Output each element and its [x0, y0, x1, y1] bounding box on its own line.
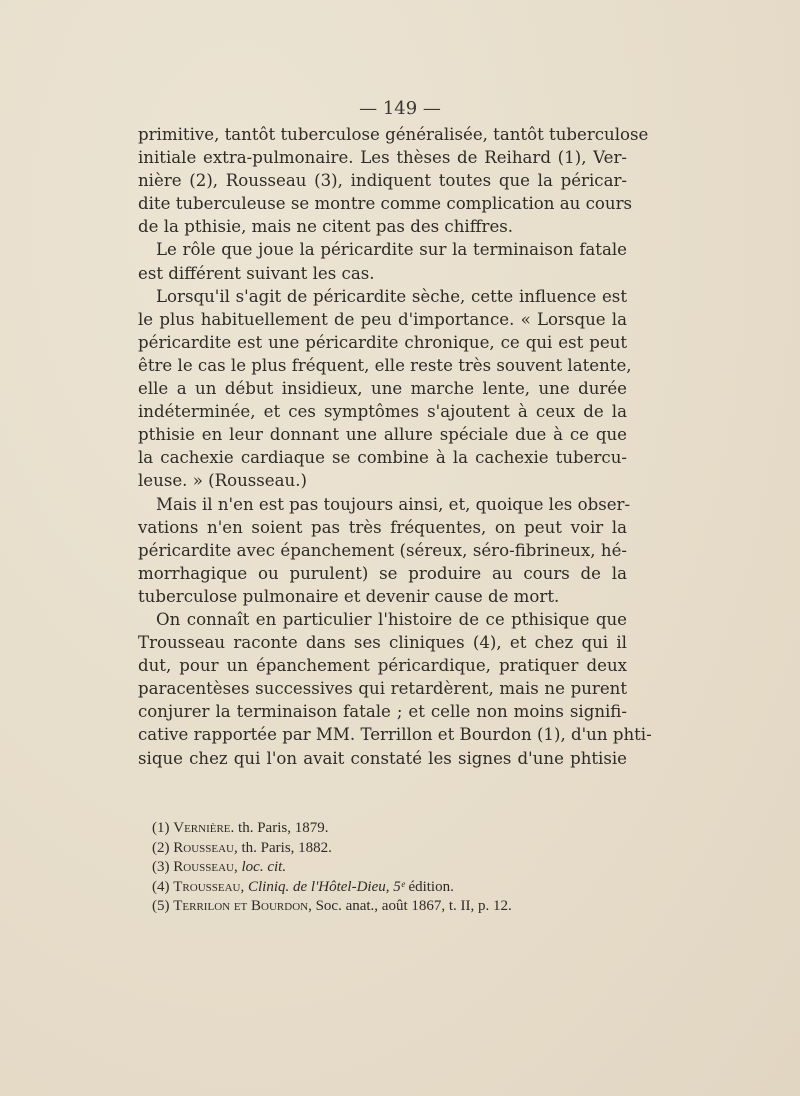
text-line: indéterminée, et ces symptômes s'ajoutent à ceux de la	[138, 402, 627, 422]
text-line: elle a un début insidieux, une marche lente, une durée	[138, 379, 627, 399]
text-line: primitive, tantôt tuberculose généralisée, tantôt tuberculose	[138, 125, 649, 144]
text-line: de la pthisie, mais ne citent pas des chiffres.	[138, 217, 514, 237]
text-line: être le cas le plus fréquent, elle reste très souvent latente,	[138, 355, 632, 375]
footnote-reference: th. Paris, 1879.	[238, 820, 329, 836]
text-line: le plus habituellement de peu d'importance. « Lorsque la	[138, 309, 627, 329]
text-line: tuberculose pulmonaire et devenir cause de mort.	[138, 586, 560, 606]
footnote-author: Rousseau,	[173, 839, 238, 856]
text-line: conjurer la terminaison fatale ; et celle non moins signifi-	[138, 702, 627, 722]
footnote	[152, 858, 612, 878]
footnote-reference: th. Paris, 1882.	[241, 839, 332, 856]
footnote	[152, 819, 612, 839]
text-line: paracentèses successives qui retardèrent, mais ne purent	[138, 679, 627, 699]
text-line: péricardite avec épanchement (séreux, séro-fibrineux, hé-	[138, 540, 627, 560]
text-line: On connaît en particulier l'histoire de ce pthisique que	[156, 609, 627, 629]
footnote-italic-reference: loc. cit.	[241, 859, 287, 876]
footnote-number: (5)	[152, 898, 170, 915]
footnote	[152, 878, 612, 898]
footnote-author: Rousseau,	[173, 859, 238, 876]
text-line: dite tuberculeuse se montre comme complication au cours	[138, 194, 633, 214]
footnote-number: (1)	[152, 820, 170, 836]
text-line: Lorsqu'il s'agit de péricardite sèche, cette influence est	[156, 286, 627, 306]
page-number: — 149 —	[359, 98, 441, 119]
footnote-reference: édition.	[408, 878, 454, 895]
paragraph	[138, 285, 632, 493]
footnote-author: Terrilon et Bourdon,	[173, 898, 312, 915]
text-line: morrhagique ou purulent) se produire au cours de la	[138, 563, 627, 583]
text-line: dut, pour un épanchement péricardique, pratiquer deux	[138, 656, 627, 676]
text-line: la cachexie cardiaque se combine à la cachexie tubercu-	[138, 448, 627, 468]
footnote	[152, 839, 612, 859]
text-line: nière (2), Rousseau (3), indiquent toutes que la péricar-	[138, 171, 627, 191]
footnote-author: Trousseau,	[173, 878, 245, 895]
text-line: est différent suivant les cas.	[138, 263, 375, 283]
paragraph	[138, 493, 631, 608]
text-line: pthisie en leur donnant une allure spéciale due à ce que	[138, 425, 627, 445]
footnote-author: Vernière.	[173, 820, 235, 836]
footnote-number: (2)	[152, 839, 170, 856]
text-line: sique chez qui l'on avait constaté les signes d'une phtisie	[138, 748, 627, 768]
text-line: Mais il n'en est pas toujours ainsi, et, quoique les obser-	[156, 494, 631, 514]
text-line: péricardite est une péricardite chronique, ce qui est peut	[138, 332, 627, 352]
footnotes	[152, 819, 612, 917]
paragraph	[138, 608, 652, 770]
footnote-number: (3)	[152, 859, 170, 876]
paragraph	[138, 238, 627, 284]
text-line: Trousseau raconte dans ses cliniques (4), et chez qui il	[138, 633, 627, 653]
text-line: leuse. » (Rousseau.)	[138, 471, 307, 491]
footnote-reference: Soc. anat., août 1867, t. II, p. 12.	[315, 898, 512, 915]
footnote-number: (4)	[152, 878, 170, 895]
footnote-italic-reference: Cliniq. de l'Hôtel-Dieu, 5ᵉ	[247, 878, 405, 895]
text-line: vations n'en soient pas très fréquentes, on peut voir la	[138, 517, 627, 537]
paragraph	[138, 123, 649, 238]
text-line: Le rôle que joue la péricardite sur la terminaison fatale	[156, 240, 627, 260]
text-line: cative rapportée par MM. Terrillon et Bourdon (1), d'un phti-	[138, 725, 652, 745]
text-line: initiale extra-pulmonaire. Les thèses de Reihard (1), Ver-	[138, 148, 627, 168]
body-text	[138, 123, 652, 770]
footnote	[152, 897, 612, 917]
